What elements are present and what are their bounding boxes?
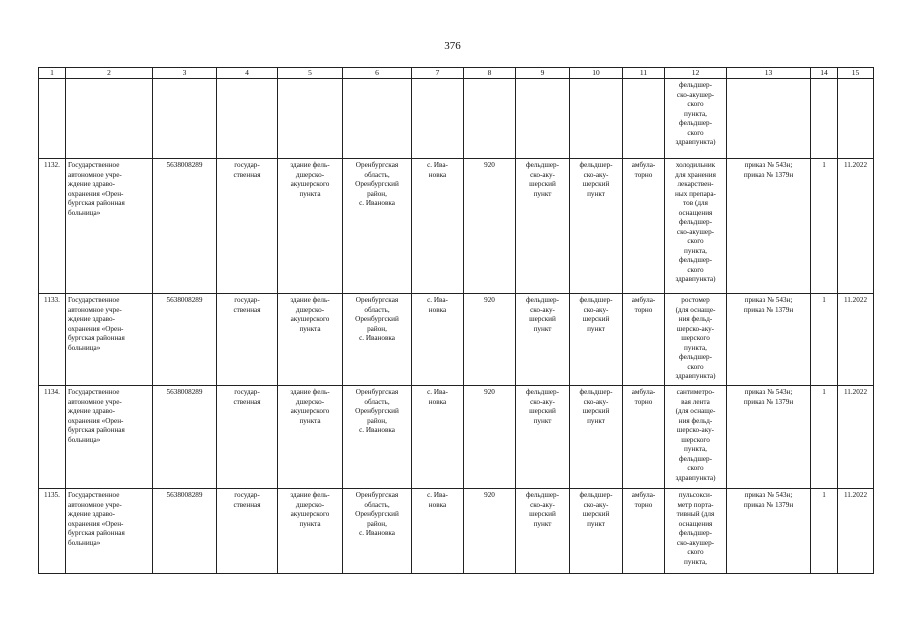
care-condition-cell: амбула- торно — [623, 489, 665, 574]
column-header: 3 — [153, 68, 217, 79]
care-condition-cell — [623, 79, 665, 159]
subdivision-type-cell: фельдшер- ско-аку- шерский пункт — [570, 294, 623, 386]
organization-name-cell: Государственное автономное учре- ждение здраво- охранения «Орен- бургская районная больница» — [66, 386, 153, 489]
column-header: 10 — [570, 68, 623, 79]
quantity-cell: 1 — [811, 386, 838, 489]
regulatory-order-cell: приказ № 543н; приказ № 1379н — [727, 159, 811, 294]
organization-name-cell: Государственное автономное учре- ждение здраво- охранения «Орен- бургская районная больница» — [66, 489, 153, 574]
column-header: 7 — [412, 68, 464, 79]
date-cell: 11.2022 — [838, 294, 874, 386]
quantity-cell: 1 — [811, 159, 838, 294]
column-header: 9 — [516, 68, 570, 79]
row-number-cell — [39, 79, 66, 159]
subdivision-type-cell — [570, 79, 623, 159]
column-header: 6 — [343, 68, 412, 79]
settlement-cell: с. Ива- новка — [412, 294, 464, 386]
table-row — [39, 386, 874, 489]
settlement-cell — [412, 79, 464, 159]
ownership-form-cell: государ- ственная — [217, 386, 278, 489]
table-row — [39, 159, 874, 294]
inn-cell: 5638008289 — [153, 294, 217, 386]
regulatory-order-cell: приказ № 543н; приказ № 1379н — [727, 386, 811, 489]
building-type-cell: здание фель- дшерско- акушерского пункта — [278, 386, 343, 489]
equipment-name-cell: холодильник для хранения лекарствен- ных препара- тов (для оснащения фельдшер- ско-акушер- ского пункта, фельдшер- ского здравпункта) — [665, 159, 727, 294]
equipment-name-cell: фельдшер- ско-акушер- ского пункта, фельдшер- ского здравпункта) — [665, 79, 727, 159]
building-type-cell: здание фель- дшерско- акушерского пункта — [278, 294, 343, 386]
column-header: 2 — [66, 68, 153, 79]
population-cell — [464, 79, 516, 159]
regulatory-order-cell: приказ № 543н; приказ № 1379н — [727, 489, 811, 574]
facility-type-cell: фельдшер- ско-аку- шерский пункт — [516, 294, 570, 386]
care-condition-cell: амбула- торно — [623, 294, 665, 386]
settlement-cell: с. Ива- новка — [412, 386, 464, 489]
column-header: 15 — [838, 68, 874, 79]
page-number: 376 — [444, 40, 461, 52]
inn-cell: 5638008289 — [153, 489, 217, 574]
subdivision-type-cell: фельдшер- ско-аку- шерский пункт — [570, 489, 623, 574]
subdivision-type-cell: фельдшер- ско-аку- шерский пункт — [570, 159, 623, 294]
column-header: 13 — [727, 68, 811, 79]
row-number-cell: 1133. — [39, 294, 66, 386]
care-condition-cell: амбула- торно — [623, 159, 665, 294]
address-cell: Оренбургская область, Оренбургский район, с. Ивановка — [343, 159, 412, 294]
column-header: 12 — [665, 68, 727, 79]
address-cell: Оренбургская область, Оренбургский район, с. Ивановка — [343, 294, 412, 386]
column-header: 4 — [217, 68, 278, 79]
equipment-name-cell: ростомер (для оснаще- ния фельд- шерско-аку- шерского пункта, фельдшер- ского здравпункта) — [665, 294, 727, 386]
table-row — [39, 79, 874, 159]
ownership-form-cell: государ- ственная — [217, 489, 278, 574]
population-cell: 920 — [464, 159, 516, 294]
date-cell — [838, 79, 874, 159]
quantity-cell — [811, 79, 838, 159]
date-cell: 11.2022 — [838, 386, 874, 489]
facility-type-cell: фельдшер- ско-аку- шерский пункт — [516, 489, 570, 574]
inn-cell: 5638008289 — [153, 159, 217, 294]
table-row — [39, 489, 874, 574]
address-cell: Оренбургская область, Оренбургский район, с. Ивановка — [343, 489, 412, 574]
address-cell: Оренбургская область, Оренбургский район, с. Ивановка — [343, 386, 412, 489]
row-number-cell: 1135. — [39, 489, 66, 574]
building-type-cell: здание фель- дшерско- акушерского пункта — [278, 489, 343, 574]
population-cell: 920 — [464, 294, 516, 386]
equipment-registry-table — [38, 67, 874, 574]
ownership-form-cell: государ- ственная — [217, 294, 278, 386]
facility-type-cell — [516, 79, 570, 159]
address-cell — [343, 79, 412, 159]
row-number-cell: 1134. — [39, 386, 66, 489]
settlement-cell: с. Ива- новка — [412, 159, 464, 294]
ownership-form-cell — [217, 79, 278, 159]
organization-name-cell: Государственное автономное учре- ждение здраво- охранения «Орен- бургская районная больница» — [66, 294, 153, 386]
population-cell: 920 — [464, 489, 516, 574]
regulatory-order-cell: приказ № 543н; приказ № 1379н — [727, 294, 811, 386]
building-type-cell: здание фель- дшерско- акушерского пункта — [278, 159, 343, 294]
settlement-cell: с. Ива- новка — [412, 489, 464, 574]
population-cell: 920 — [464, 386, 516, 489]
organization-name-cell — [66, 79, 153, 159]
date-cell: 11.2022 — [838, 159, 874, 294]
column-header: 14 — [811, 68, 838, 79]
subdivision-type-cell: фельдшер- ско-аку- шерский пункт — [570, 386, 623, 489]
organization-name-cell: Государственное автономное учре- ждение здраво- охранения «Орен- бургская районная больница» — [66, 159, 153, 294]
column-header: 11 — [623, 68, 665, 79]
column-header: 5 — [278, 68, 343, 79]
facility-type-cell: фельдшер- ско-аку- шерский пункт — [516, 386, 570, 489]
care-condition-cell: амбула- торно — [623, 386, 665, 489]
ownership-form-cell: государ- ственная — [217, 159, 278, 294]
quantity-cell: 1 — [811, 294, 838, 386]
inn-cell — [153, 79, 217, 159]
building-type-cell — [278, 79, 343, 159]
inn-cell: 5638008289 — [153, 386, 217, 489]
column-header: 1 — [39, 68, 66, 79]
row-number-cell: 1132. — [39, 159, 66, 294]
table-row — [39, 294, 874, 386]
date-cell: 11.2022 — [838, 489, 874, 574]
column-header: 8 — [464, 68, 516, 79]
facility-type-cell: фельдшер- ско-аку- шерский пункт — [516, 159, 570, 294]
equipment-name-cell: пульсокси- метр порта- тивный (для оснащения фельдшер- ско-акушер- ского пункта, — [665, 489, 727, 574]
equipment-name-cell: сантиметро- вая лента (для оснаще- ния фельд- шерско-аку- шерского пункта, фельдшер- ского здравпункта) — [665, 386, 727, 489]
regulatory-order-cell — [727, 79, 811, 159]
column-number-row — [39, 68, 874, 79]
quantity-cell: 1 — [811, 489, 838, 574]
